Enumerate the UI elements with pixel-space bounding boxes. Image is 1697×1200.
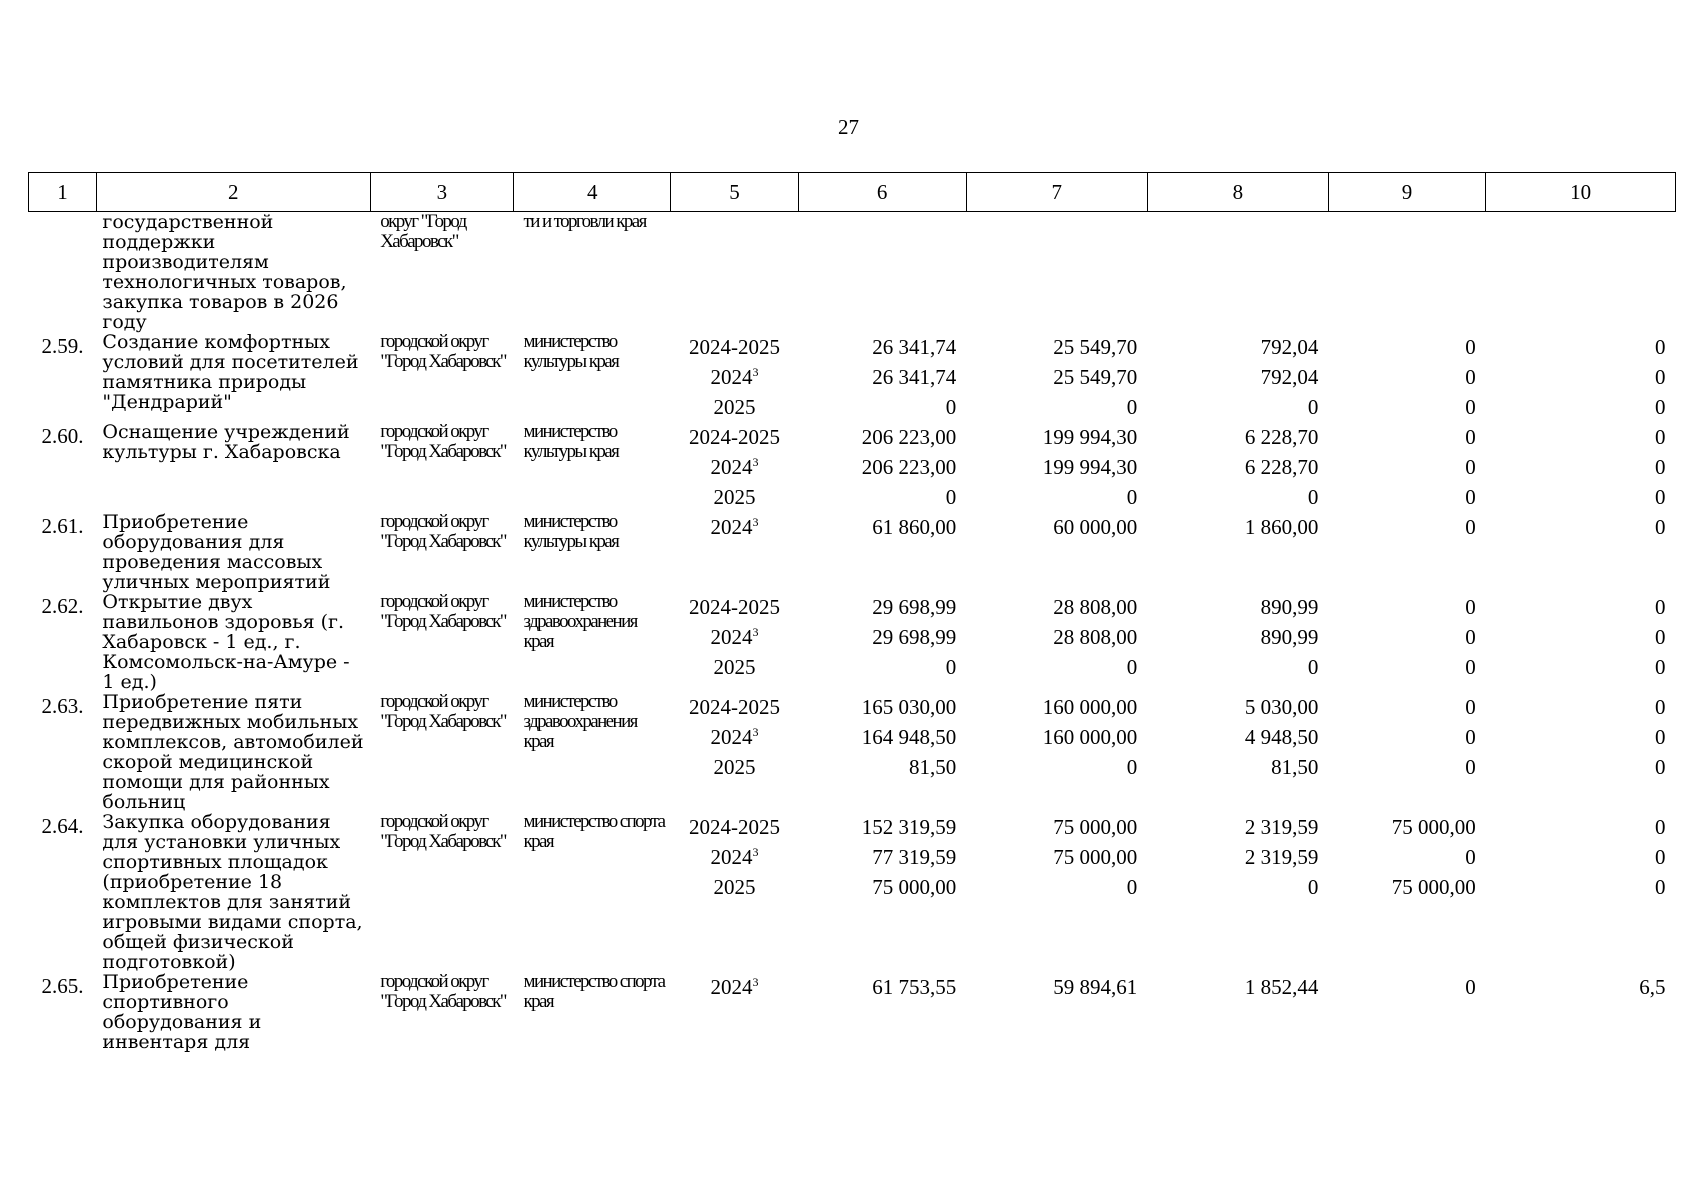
amount-value: 206 223,00 (861, 425, 957, 449)
amount-value: 0 (1655, 515, 1666, 539)
item-name: Приобретение оборудования для проведения массовых уличных мероприятий (102, 511, 331, 593)
amount-value: 164 948,50 (861, 725, 957, 749)
amount-value: 1 860,00 (1244, 515, 1319, 539)
amount-value: 6,5 (1639, 975, 1666, 999)
item-ministry: министерство спорта края (523, 811, 665, 852)
year-value (671, 752, 798, 782)
value-cell-c6 (798, 422, 966, 512)
item-name: Открытие двух павильонов здоровья (г. Хабаровск - 1 ед., г. Комсомольск-на-Амуре - 1 ед.) (102, 591, 350, 693)
amount-value: 0 (1126, 755, 1138, 779)
year-text: 2024 (710, 365, 753, 389)
amount-value: 29 698,99 (872, 625, 957, 649)
item-name: Приобретение пяти передвижных мобильных комплексов, автомобилей скорой медицинской помощи для районных больниц (102, 691, 364, 813)
value-cell-c8 (1147, 512, 1328, 592)
table-row (29, 692, 1676, 812)
item-number: 2.59. (41, 334, 84, 358)
table-row (29, 812, 1676, 972)
year-text: 2024 (710, 845, 753, 869)
item-number: 2.64. (41, 814, 84, 838)
amount-value: 0 (1307, 655, 1319, 679)
amount-value: 0 (1465, 365, 1476, 389)
amount-value: 0 (945, 485, 957, 509)
item-municipality: городской округ "Город Хабаровск" (380, 691, 506, 732)
amount-value: 152 319,59 (861, 815, 957, 839)
item-number: 2.61. (41, 514, 84, 538)
year-text: 2024-2025 (688, 595, 780, 619)
year-cell (671, 972, 798, 1052)
item-number: 2.63. (41, 694, 84, 718)
year-cell (671, 512, 798, 592)
value-cell-c10 (1486, 332, 1676, 422)
year-text: 2024-2025 (688, 425, 780, 449)
amount-value: 0 (945, 655, 957, 679)
value-cell-c10 (1486, 512, 1676, 592)
amount-value: 0 (1655, 595, 1666, 619)
amount-value: 75 000,00 (1391, 815, 1476, 839)
amount-value: 0 (1655, 455, 1666, 479)
amount-value: 890,99 (1260, 595, 1319, 619)
amount-value: 2 319,59 (1244, 845, 1319, 869)
amount-value: 0 (1465, 515, 1476, 539)
year-text: 2025 (713, 395, 756, 419)
year-cell (671, 812, 798, 972)
amount-value: 0 (1465, 725, 1476, 749)
year-cell (671, 592, 798, 692)
amount-value: 61 753,55 (872, 975, 957, 999)
amount-value: 0 (1655, 755, 1666, 779)
value-cell-c7 (966, 422, 1147, 512)
cell-municipality: округ "Город Хабаровск" (380, 211, 466, 252)
amount-value: 0 (1126, 875, 1138, 899)
footnote-mark: 3 (752, 845, 759, 859)
value-cell-c6 (798, 332, 966, 422)
amount-value: 25 549,70 (1053, 335, 1138, 359)
footnote-mark: 3 (752, 515, 759, 529)
amount-value: 165 030,00 (861, 695, 957, 719)
value-cell-c7 (966, 812, 1147, 972)
amount-value: 0 (1465, 755, 1476, 779)
value-cell-c6 (798, 972, 966, 1052)
year-value (671, 622, 798, 652)
cell-name: государственной поддержки производителям технологичных товаров, закупка товаров в 2026 году (102, 211, 347, 333)
value-cell-c9 (1328, 692, 1485, 812)
column-number-header (29, 173, 1676, 212)
table-row (29, 422, 1676, 512)
value-cell-c10 (1486, 812, 1676, 972)
amount-value: 0 (1465, 395, 1476, 419)
year-value (671, 842, 798, 872)
value-cell-c7 (966, 972, 1147, 1052)
year-text: 2024 (710, 975, 753, 999)
table-row (29, 512, 1676, 592)
value-cell-c9 (1328, 592, 1485, 692)
column-header-3: 3 (370, 173, 513, 212)
amount-value: 81,50 (1271, 755, 1319, 779)
cell-num (29, 212, 97, 333)
value-cell-c8 (1147, 592, 1328, 692)
item-name: Приобретение спортивного оборудования и инвентаря для (102, 971, 262, 1053)
year-text: 2024 (710, 515, 753, 539)
amount-value: 26 341,74 (872, 365, 957, 389)
footnote-mark: 3 (752, 455, 759, 469)
amount-value: 61 860,00 (872, 515, 957, 539)
footnote-mark: 3 (752, 365, 759, 379)
amount-value: 792,04 (1260, 365, 1319, 389)
item-ministry: министерство спорта края (523, 971, 665, 1012)
amount-value: 0 (1655, 815, 1666, 839)
amount-value: 0 (1655, 485, 1666, 509)
table-row (29, 972, 1676, 1052)
continuation-row (29, 212, 1676, 333)
year-cell (671, 422, 798, 512)
value-cell-c7 (966, 512, 1147, 592)
amount-value: 75 000,00 (872, 875, 957, 899)
table-row (29, 332, 1676, 422)
amount-value: 0 (1655, 625, 1666, 649)
value-cell-c10 (1486, 422, 1676, 512)
year-value (671, 722, 798, 752)
value-cell-c8 (1147, 332, 1328, 422)
amount-value: 160 000,00 (1042, 695, 1138, 719)
amount-value: 0 (1465, 975, 1476, 999)
year-text: 2024 (710, 725, 753, 749)
year-text: 2024-2025 (688, 335, 780, 359)
value-cell-c9 (1328, 812, 1485, 972)
amount-value: 0 (1655, 395, 1666, 419)
year-value (671, 512, 798, 542)
amount-value: 26 341,74 (872, 335, 957, 359)
item-ministry: министерство культуры края (523, 331, 619, 372)
amount-value: 6 228,70 (1244, 455, 1319, 479)
year-value (671, 392, 798, 422)
year-text: 2024 (710, 625, 753, 649)
year-value (671, 652, 798, 682)
amount-value: 2 319,59 (1244, 815, 1319, 839)
item-ministry: министерство культуры края (523, 421, 619, 462)
year-value (671, 692, 798, 722)
amount-value: 0 (1655, 335, 1666, 359)
amount-value: 5 030,00 (1244, 695, 1319, 719)
item-municipality: городской округ "Город Хабаровск" (380, 331, 506, 372)
item-ministry: министерство здравоохранения края (523, 591, 637, 652)
amount-value: 0 (1465, 425, 1476, 449)
amount-value: 206 223,00 (861, 455, 957, 479)
value-cell-c9 (1328, 422, 1485, 512)
amount-value: 4 948,50 (1244, 725, 1319, 749)
value-cell-c7 (966, 692, 1147, 812)
value-cell-c8 (1147, 692, 1328, 812)
year-value (671, 972, 798, 1002)
amount-value: 0 (1465, 695, 1476, 719)
column-header-9: 9 (1328, 173, 1485, 212)
footnote-mark: 3 (752, 725, 759, 739)
item-number: 2.62. (41, 594, 84, 618)
amount-value: 0 (1655, 655, 1666, 679)
amount-value: 75 000,00 (1053, 845, 1138, 869)
amount-value: 0 (1465, 335, 1476, 359)
amount-value: 792,04 (1260, 335, 1319, 359)
value-cell-c6 (798, 812, 966, 972)
amount-value: 0 (1307, 395, 1319, 419)
item-name: Создание комфортных условий для посетителей памятника природы "Дендрарий" (102, 331, 359, 413)
amount-value: 0 (1655, 875, 1666, 899)
item-municipality: городской округ "Город Хабаровск" (380, 511, 506, 552)
item-number: 2.65. (41, 974, 84, 998)
year-value (671, 422, 798, 452)
value-cell-c8 (1147, 972, 1328, 1052)
amount-value: 0 (1465, 455, 1476, 479)
column-header-5: 5 (671, 173, 798, 212)
budget-table (28, 172, 1676, 1052)
value-cell-c10 (1486, 592, 1676, 692)
amount-value: 29 698,99 (872, 595, 957, 619)
table-row (29, 592, 1676, 692)
item-municipality: городской округ "Город Хабаровск" (380, 591, 506, 632)
value-cell-c9 (1328, 332, 1485, 422)
amount-value: 77 319,59 (872, 845, 957, 869)
item-name: Закупка оборудования для установки уличных спортивных площадок (приобретение 18 комплектов для занятий игровыми видами спорта, общей физической подготовкой) (102, 811, 363, 973)
amount-value: 0 (1126, 395, 1138, 419)
amount-value: 160 000,00 (1042, 725, 1138, 749)
item-municipality: городской округ "Город Хабаровск" (380, 421, 506, 462)
amount-value: 199 994,30 (1042, 425, 1138, 449)
column-header-7: 7 (966, 173, 1147, 212)
amount-value: 0 (945, 395, 957, 419)
year-text: 2025 (713, 655, 756, 679)
column-header-1: 1 (29, 173, 97, 212)
value-cell-c6 (798, 512, 966, 592)
year-value (671, 332, 798, 362)
amount-value: 0 (1465, 625, 1476, 649)
year-value (671, 482, 798, 512)
footnote-mark: 3 (752, 975, 759, 989)
value-cell-c6 (798, 692, 966, 812)
amount-value: 0 (1465, 595, 1476, 619)
item-ministry: министерство здравоохранения края (523, 691, 637, 752)
value-cell-c7 (966, 332, 1147, 422)
year-text: 2025 (713, 875, 756, 899)
amount-value: 0 (1655, 425, 1666, 449)
year-text: 2024 (710, 455, 753, 479)
year-value (671, 592, 798, 622)
amount-value: 60 000,00 (1053, 515, 1138, 539)
amount-value: 0 (1655, 725, 1666, 749)
amount-value: 28 808,00 (1053, 625, 1138, 649)
column-header-4: 4 (514, 173, 671, 212)
cell-ministry: ти и торговли края (523, 211, 646, 232)
value-cell-c8 (1147, 812, 1328, 972)
amount-value: 75 000,00 (1053, 815, 1138, 839)
value-cell-c10 (1486, 972, 1676, 1052)
amount-value: 28 808,00 (1053, 595, 1138, 619)
year-text: 2025 (713, 755, 756, 779)
item-ministry: министерство культуры края (523, 511, 619, 552)
column-header-8: 8 (1147, 173, 1328, 212)
year-cell (671, 332, 798, 422)
column-header-2: 2 (96, 173, 370, 212)
amount-value: 0 (1655, 695, 1666, 719)
value-cell-c7 (966, 592, 1147, 692)
amount-value: 75 000,00 (1391, 875, 1476, 899)
year-text: 2024-2025 (688, 695, 780, 719)
year-text: 2025 (713, 485, 756, 509)
column-header-10: 10 (1486, 173, 1676, 212)
amount-value: 0 (1307, 485, 1319, 509)
amount-value: 0 (1465, 485, 1476, 509)
value-cell-c9 (1328, 972, 1485, 1052)
amount-value: 1 852,44 (1244, 975, 1319, 999)
amount-value: 25 549,70 (1053, 365, 1138, 389)
item-number: 2.60. (41, 424, 84, 448)
item-name: Оснащение учреждений культуры г. Хабаровска (102, 421, 350, 463)
year-cell (671, 692, 798, 812)
column-header-6: 6 (798, 173, 966, 212)
cell-empty (671, 212, 1676, 333)
amount-value: 0 (1465, 655, 1476, 679)
amount-value: 0 (1126, 655, 1138, 679)
value-cell-c9 (1328, 512, 1485, 592)
year-text: 2024-2025 (688, 815, 780, 839)
amount-value: 0 (1655, 845, 1666, 869)
amount-value: 6 228,70 (1244, 425, 1319, 449)
item-municipality: городской округ "Город Хабаровск" (380, 971, 506, 1012)
year-value (671, 812, 798, 842)
footnote-mark: 3 (752, 625, 759, 639)
amount-value: 59 894,61 (1053, 975, 1138, 999)
value-cell-c6 (798, 592, 966, 692)
amount-value: 890,99 (1260, 625, 1319, 649)
year-value (671, 362, 798, 392)
amount-value: 199 994,30 (1042, 455, 1138, 479)
amount-value: 0 (1307, 875, 1319, 899)
amount-value: 81,50 (908, 755, 957, 779)
year-value (671, 452, 798, 482)
value-cell-c10 (1486, 692, 1676, 812)
item-municipality: городской округ "Город Хабаровск" (380, 811, 506, 852)
amount-value: 0 (1655, 365, 1666, 389)
value-cell-c8 (1147, 422, 1328, 512)
year-value (671, 872, 798, 902)
amount-value: 0 (1126, 485, 1138, 509)
page-number: 27 (838, 115, 859, 139)
amount-value: 0 (1465, 845, 1476, 869)
